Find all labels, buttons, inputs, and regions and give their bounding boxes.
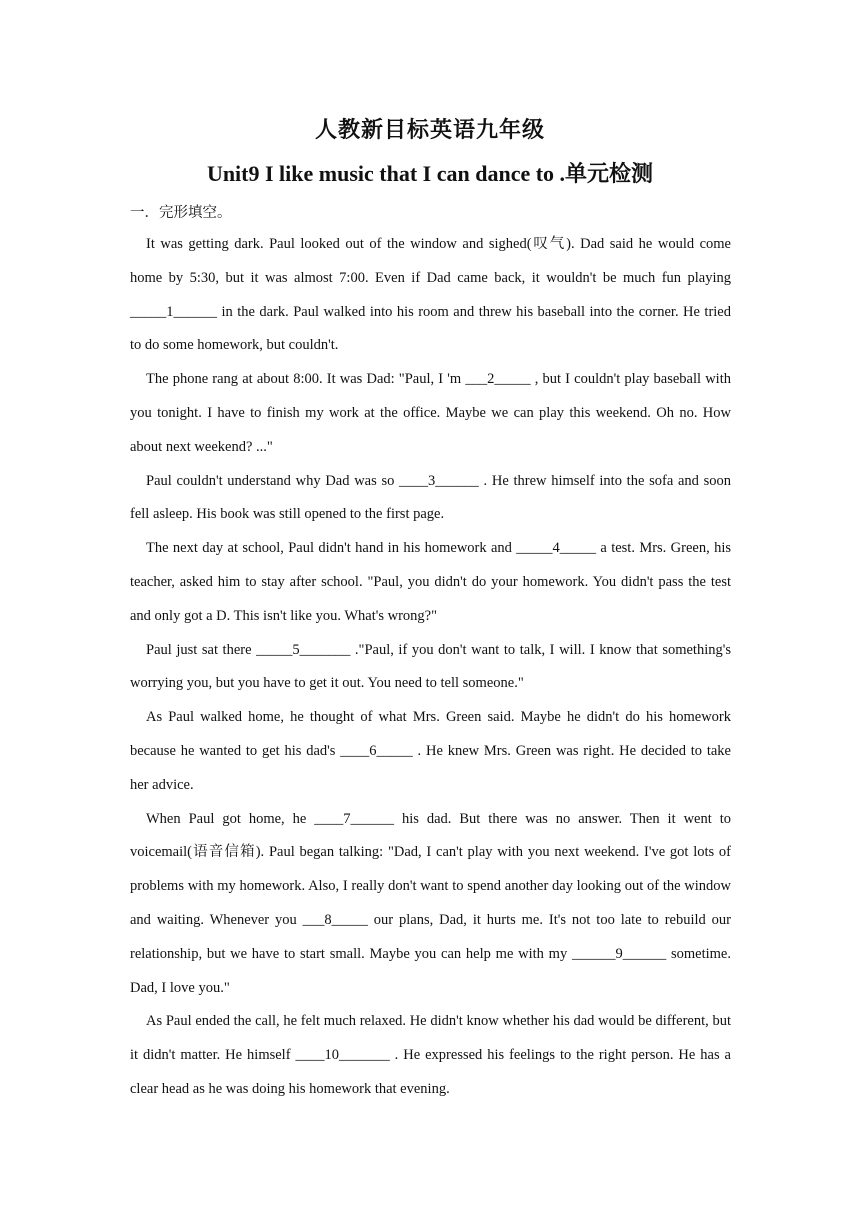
section-heading: 一．完形填空。 [130,205,232,221]
passage-paragraph: When Paul got home, he ____7______ his dad. But there was no answer. Then it went to voicemail(语音信箱). Paul began talking: "Dad, I can't play with you next weekend. I've got lots of problems with my homework. Also, I really don't want to spend another day looking out of the window and waiting. Whenever you ___8_____ our plans, Dad, it hurts me. It's not too late to rebuild our relationship, but we have to start small. Maybe you can help me with my ______9______ sometime. Dad, I love you." [130,810,731,996]
passage-paragraph: As Paul ended the call, he felt much relaxed. He didn't know whether his dad would be different, but it didn't matter. He himself ____10_______ . He expressed his feelings to the right person. He has a clear head as he was doing his homework that evening. [130,1013,731,1097]
passage-paragraph: As Paul walked home, he thought of what Mrs. Green said. Maybe he didn't do his homework because he wanted to get his dad's ____6_____ . He knew Mrs. Green was right. He decided to take her advice. [130,709,731,793]
passage-body [130,228,731,1107]
passage-paragraph: The phone rang at about 8:00. It was Dad: "Paul, I 'm ___2_____ , but I couldn't play baseball with you tonight. I have to finish my work at the office. Maybe we can play this weekend. Oh no. How about next weekend? ..." [130,371,731,455]
document-title: 人教新目标英语九年级 [314,117,545,142]
document-subtitle: Unit9 I like music that I can dance to .单元检测 [206,161,654,186]
passage-paragraph: The next day at school, Paul didn't hand in his homework and _____4_____ a test. Mrs. Green, his teacher, asked him to stay after school. "Paul, you didn't do your homework. You didn't pass the test and only got a D. This isn't like you. What's wrong?" [130,540,731,624]
passage-paragraph: It was getting dark. Paul looked out of the window and sighed(叹气). Dad said he would come home by 5:30, but it was almost 7:00. Even if Dad came back, it wouldn't be much fun playing _____1______ in the dark. Paul walked into his room and threw his baseball into the corner. He tried to do some homework, but couldn't. [130,236,731,354]
passage-paragraph: Paul just sat there _____5_______ ."Paul, if you don't want to talk, I will. I know that something's worrying you, but you have to get it out. You need to tell someone." [130,641,731,692]
passage-paragraph: Paul couldn't understand why Dad was so ____3______ . He threw himself into the sofa and soon fell asleep. His book was still opened to the first page. [130,472,731,523]
